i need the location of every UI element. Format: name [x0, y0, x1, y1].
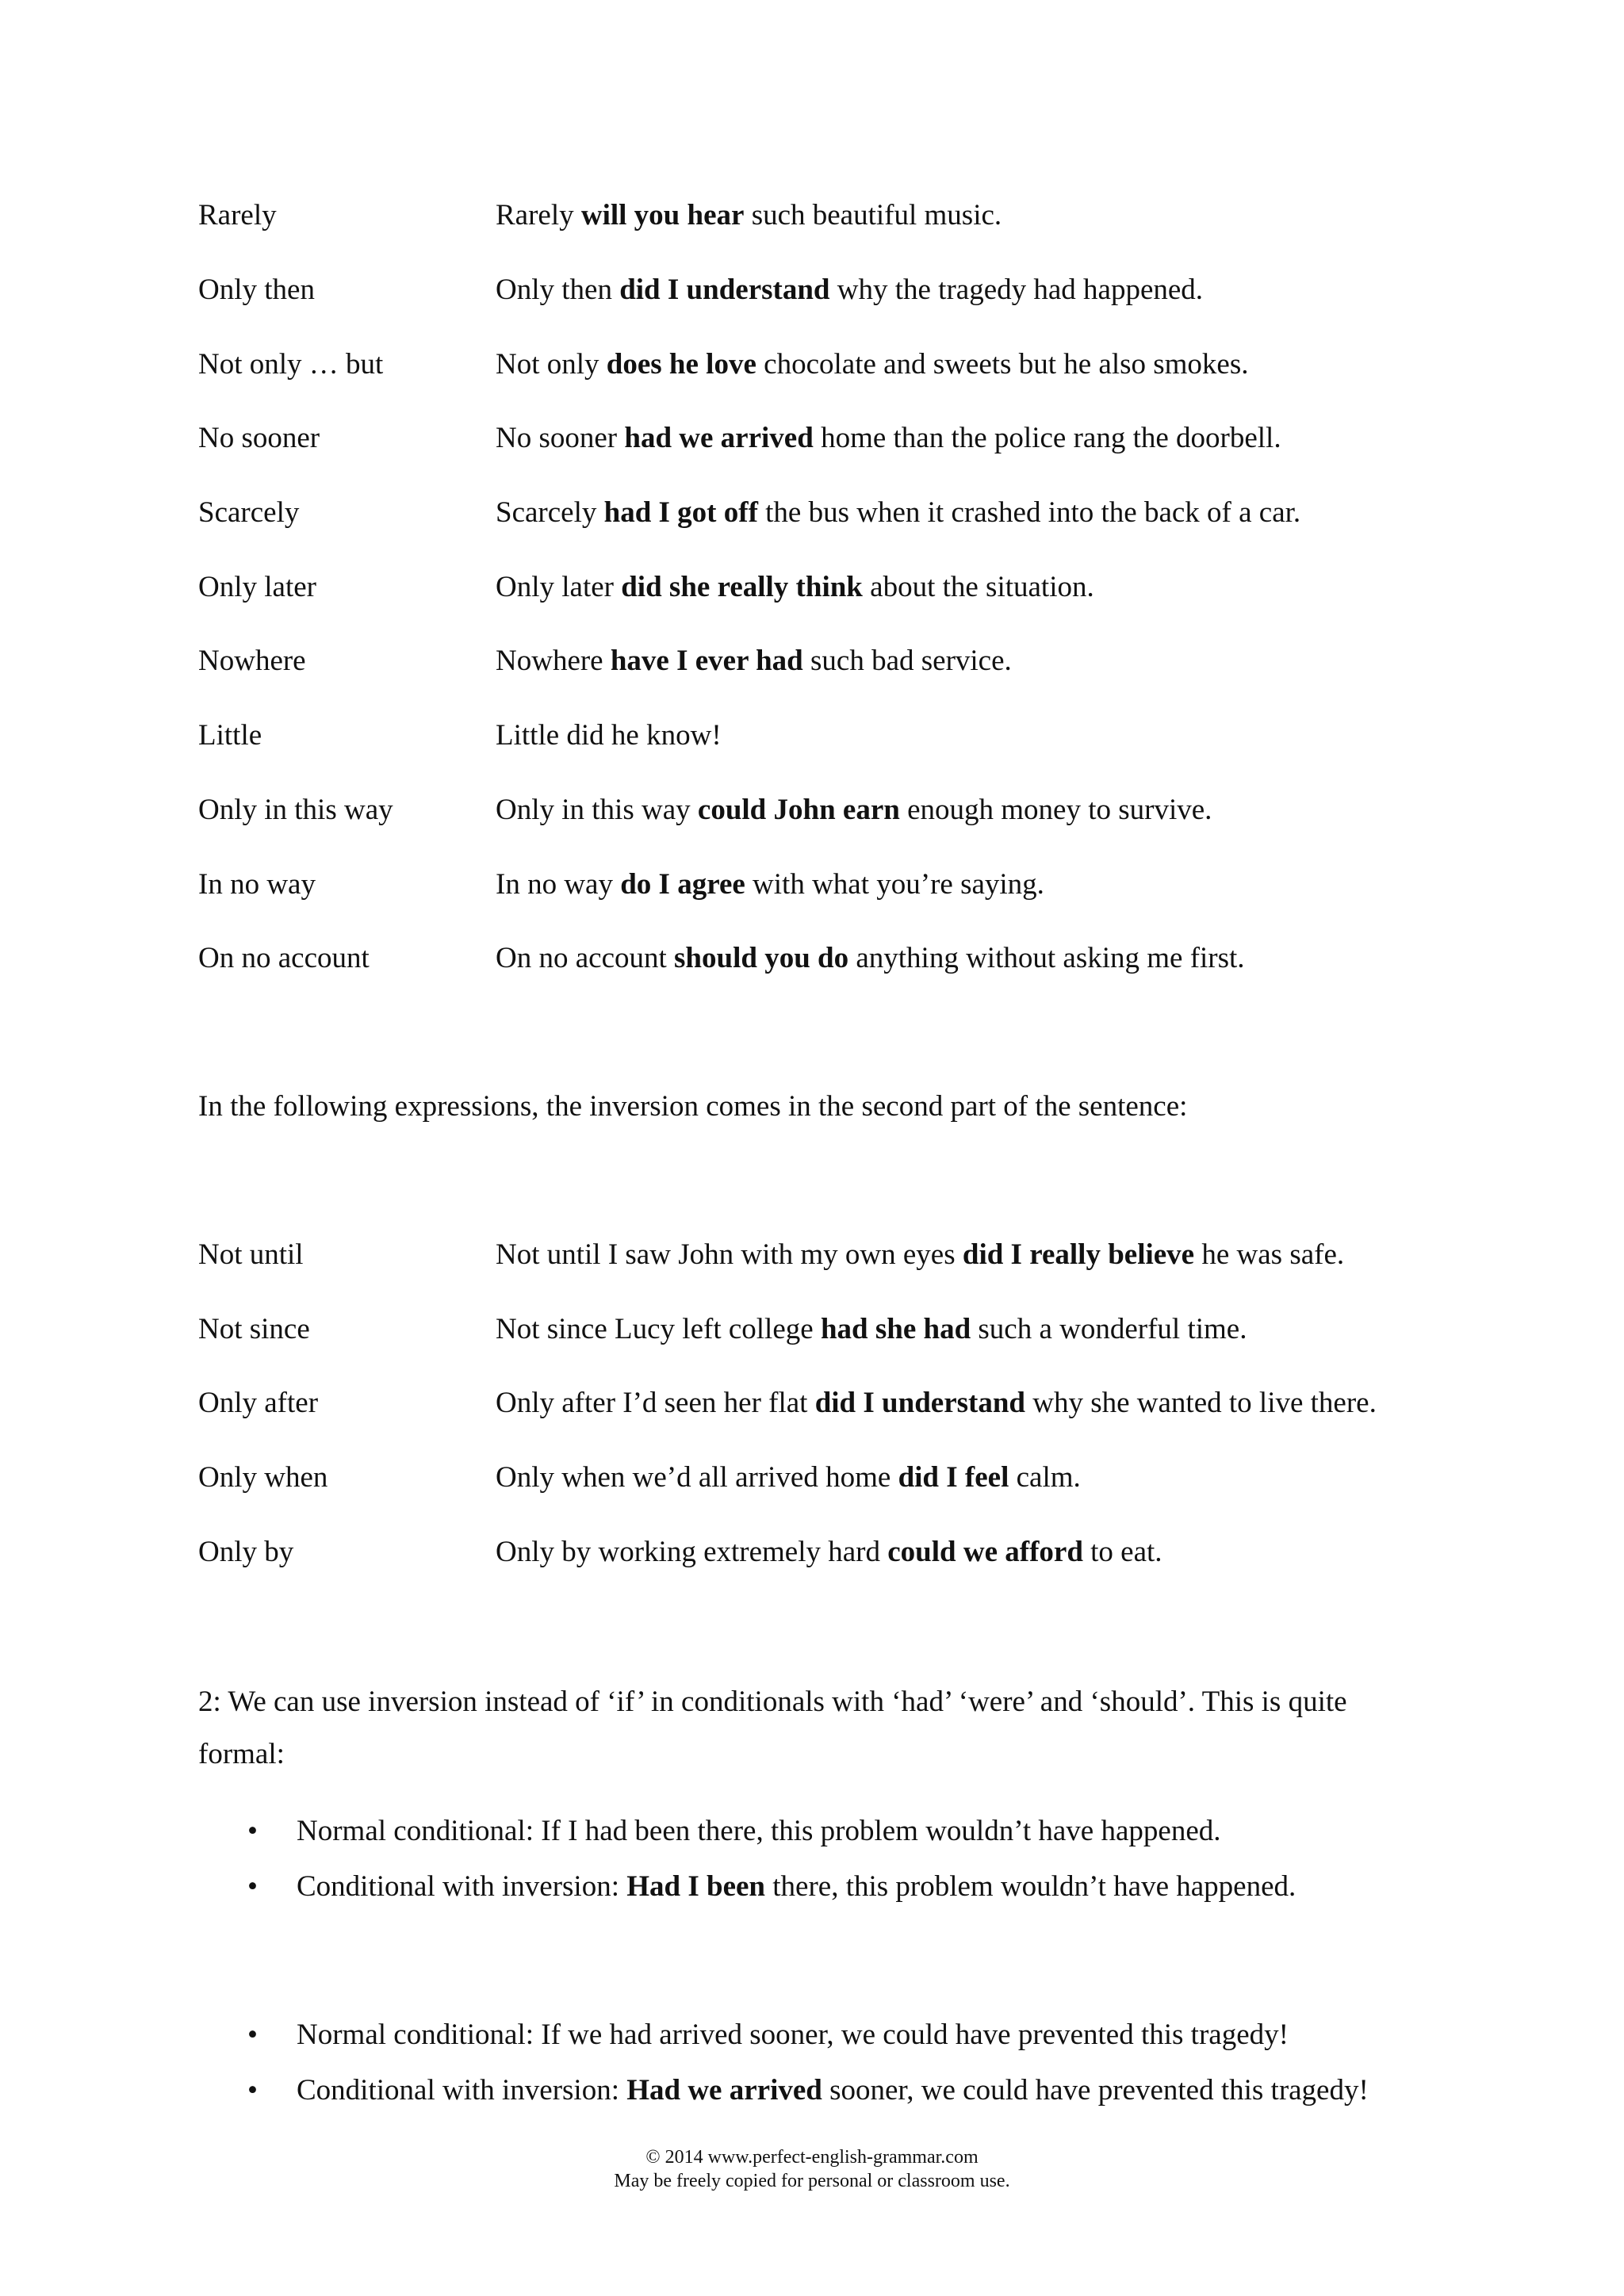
table-row: [198, 712, 1467, 760]
example: Only later did she really think about the situation.: [496, 571, 1094, 603]
term: Not since: [198, 1313, 310, 1345]
example: Only by working extremely hard could we afford to eat.: [496, 1536, 1162, 1568]
table-row: [198, 489, 1467, 537]
term: No sooner: [198, 422, 320, 454]
table-row: [198, 1231, 1467, 1279]
footer-license: May be freely copied for personal or classroom use.: [614, 2171, 1010, 2191]
section-2-paragraph: 2: We can use inversion instead of ‘if’ in conditionals with ‘had’ ‘were’ and ‘should’. This is quite formal:: [198, 1686, 1347, 1770]
term: Rarely: [198, 199, 277, 232]
term: Only then: [198, 274, 315, 306]
table-row: [198, 861, 1467, 909]
term: Not only … but: [198, 348, 384, 381]
term: Not until: [198, 1238, 304, 1271]
table-row: [198, 786, 1467, 834]
example: Only in this way could John earn enough money to survive.: [496, 794, 1212, 826]
document-page: Rarely Rarely will you hear such beautiful music. Only then Only then did I understand why the tragedy had happened. Not only … but Not only does he love chocolate and sweets but he also smokes. No sooner No sooner had we arrived home than the police rang the doorbell. Scarcely Scarcely had I got off the bus when it crashed into the back of a car. Only later Only later did she really think about the situation. Nowhere Nowhere have I ever had such bad service. Little Little did he know! Only in this way Only in this way could John earn enough money to survive. In no way In no way do I agree with what you’re saying. On no account On no account should you do anything without asking me first. In the following expressions, the inversion comes in the second part of the sentence: Not until Not until I saw John with my own eyes did I really believe he was safe. Not since Not since Lucy left college had she had such a wonderful time. Only after Only after I’d seen her flat did I understand why she wanted to live there. Only when Only when we’d all arrived home did I feel calm. Only by Only by working extremely hard could we afford to eat. 2: We can use inversion instead of ‘if’ in conditionals with ‘had’ ‘were’ and ‘should’. This is quite formal: • Normal conditional: If I had been there, this problem wouldn’t have happened. • Conditional with inversion: Had I been there, this problem wouldn’t have happened. • Normal conditional: If we had arrived sooner, we could have prevented this tragedy! • Conditional with inversion: Had we arrived sooner, we could have prevented this tragedy! © 2014 www.perfect-english-grammar.com May be freely copied for personal or classroom use.: [0, 0, 1624, 2296]
table-row: [198, 935, 1467, 982]
example: No sooner had we arrived home than the police rang the doorbell.: [496, 422, 1281, 454]
example: Rarely will you hear such beautiful music.: [496, 199, 1002, 232]
example: Scarcely had I got off the bus when it crashed into the back of a car.: [496, 496, 1301, 529]
term: Only later: [198, 571, 316, 603]
table-row: [198, 1306, 1467, 1353]
example: Not only does he love chocolate and sweets but he also smokes.: [496, 348, 1249, 381]
footer-copyright: © 2014 www.perfect-english-grammar.com: [645, 2147, 979, 2168]
table-row: [198, 1529, 1467, 1576]
table-row: [198, 564, 1467, 611]
term: Only by: [198, 1536, 294, 1568]
example: Nowhere have I ever had such bad service.: [496, 645, 1012, 677]
term: In no way: [198, 868, 316, 901]
bullet-icon: •: [247, 2074, 258, 2107]
term: Only after: [198, 1387, 319, 1419]
bullet-icon: •: [247, 1815, 258, 1847]
table-row: [198, 192, 1467, 239]
term: Scarcely: [198, 496, 300, 529]
term: On no account: [198, 942, 370, 974]
example: Little did he know!: [496, 719, 722, 752]
table-row: [198, 341, 1467, 388]
term: Little: [198, 719, 262, 752]
table-row: [198, 1454, 1467, 1502]
example: Only when we’d all arrived home did I feel calm.: [496, 1461, 1081, 1494]
table-row: [198, 266, 1467, 314]
intro-paragraph: In the following expressions, the inversion comes in the second part of the sentence:: [198, 1090, 1188, 1123]
example: Only after I’d seen her flat did I understand why she wanted to live there.: [496, 1387, 1377, 1419]
table-row: [198, 1380, 1467, 1427]
term: Only when: [198, 1461, 328, 1494]
example: Only then did I understand why the tragedy had happened.: [496, 274, 1204, 306]
example: Not since Lucy left college had she had such a wonderful time.: [496, 1313, 1247, 1345]
table-row: [198, 637, 1467, 685]
term: Nowhere: [198, 645, 306, 677]
term: Only in this way: [198, 794, 393, 826]
bullet-icon: •: [247, 2019, 258, 2051]
example: On no account should you do anything without asking me first.: [496, 942, 1245, 974]
bullet-icon: •: [247, 1870, 258, 1903]
table-row: [198, 415, 1467, 462]
example: Not until I saw John with my own eyes did I really believe he was safe.: [496, 1238, 1345, 1271]
example: In no way do I agree with what you’re saying.: [496, 868, 1044, 901]
footer: [0, 2145, 1624, 2193]
